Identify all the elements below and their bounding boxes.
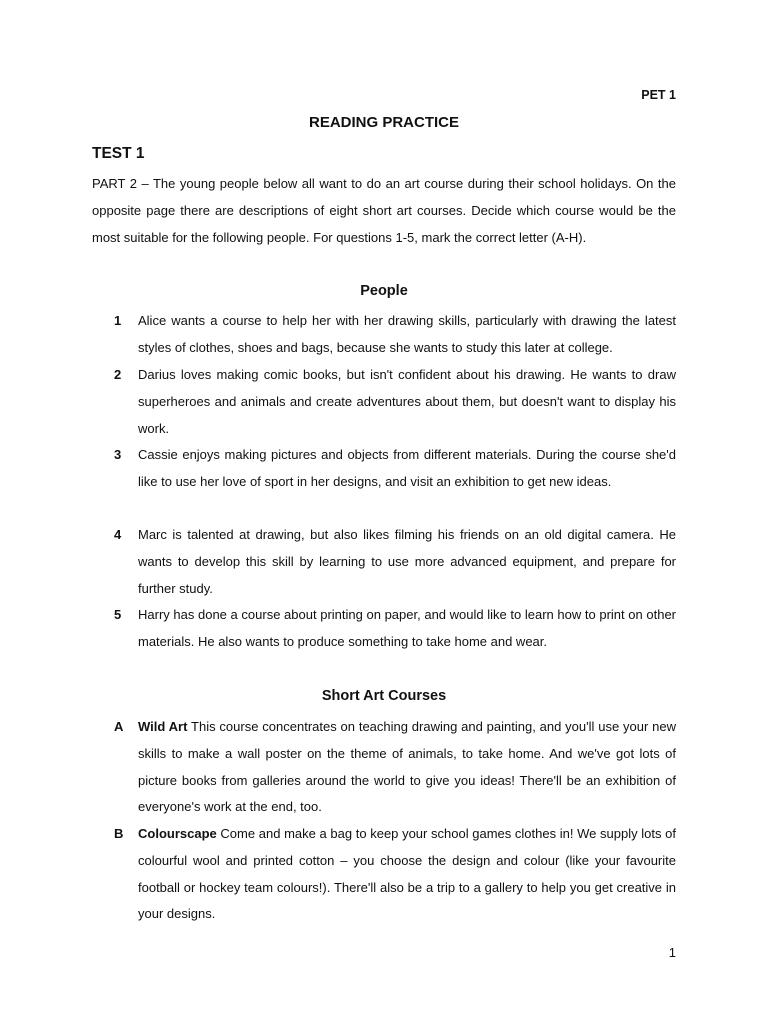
instructions-paragraph: PART 2 – The young people below all want to do an art course during their school holidays. On the opposite page there are descriptions of eight short art courses. Decide which course would be the most suitable for the following people. For questions 1-5, mark the correct letter (A-H).	[92, 176, 676, 245]
person-number: 2	[114, 367, 122, 382]
page-number: 1	[668, 945, 676, 960]
person-text: Cassie enjoys making pictures and objects from different materials. During the course she'd like to use her love of sport in her designs, and visit an exhibition to get new ideas.	[138, 447, 676, 489]
person-number: 5	[114, 607, 122, 622]
person-number: 4	[114, 527, 122, 542]
course-text: Come and make a bag to keep your school games clothes in! We supply lots of colourful wool and printed cotton – you choose the design and colour (like your favourite football or hockey team colours!). There'll also be a trip to a gallery to help you get creative in your designs.	[138, 826, 676, 922]
header-code: PET 1	[641, 88, 676, 102]
person-item	[92, 362, 676, 442]
person-number: 1	[114, 313, 122, 328]
course-text: This course concentrates on teaching drawing and painting, and you'll use your new skills to make a wall poster on the theme of animals, to take home. And we've got lots of picture books from galleries around the world to give you ideas! There'll be an exhibition of everyone's work at the end, too.	[138, 719, 676, 815]
course-name: Wild Art	[138, 719, 188, 734]
courses-heading: Short Art Courses	[321, 688, 447, 704]
people-heading: People	[360, 283, 408, 299]
person-item	[92, 308, 676, 362]
course-item	[92, 821, 676, 928]
course-item	[92, 714, 676, 821]
course-letter: A	[114, 719, 124, 734]
person-text: Marc is talented at drawing, but also likes filming his friends on an old digital camera. He wants to develop this skill by learning to use more advanced equipment, and prepare for further study.	[138, 527, 676, 596]
course-letter: B	[114, 826, 124, 841]
person-item	[92, 602, 676, 656]
page-title: READING PRACTICE	[308, 114, 459, 131]
person-item	[92, 442, 676, 496]
course-name: Colourscape	[138, 826, 217, 841]
person-number: 3	[114, 447, 122, 462]
person-text: Alice wants a course to help her with her drawing skills, particularly with drawing the latest styles of clothes, shoes and bags, because she wants to study this later at college.	[138, 313, 676, 355]
test-label: TEST 1	[92, 145, 145, 162]
course-description	[138, 821, 676, 928]
course-description	[138, 714, 676, 821]
person-text: Darius loves making comic books, but isn't confident about his drawing. He wants to draw superheroes and animals and create adventures about them, but doesn't want to display his work.	[138, 367, 676, 436]
person-item	[92, 522, 676, 602]
person-text: Harry has done a course about printing on paper, and would like to learn how to print on other materials. He also wants to produce something to take home and wear.	[138, 607, 676, 649]
